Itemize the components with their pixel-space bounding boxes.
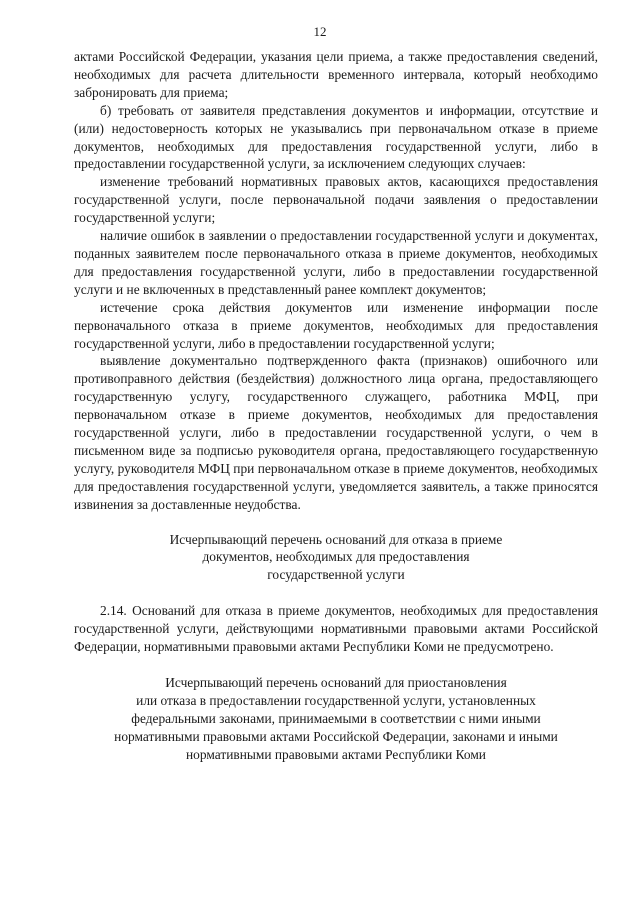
- paragraph-item-b: б) требовать от заявителя представления документов и информации, отсутствие и (или) недостоверность которых не указывались при первоначальном отказе в приеме документов, необходимых для предоставления государственной услуги, либо в предоставлении государственной услуги, за исключением следующих случаев:: [74, 102, 598, 172]
- paragraph-exception-4: выявление документально подтвержденного факта (признаков) ошибочного или противоправного действия (бездействия) должностного лица органа, предоставляющего государственную услугу, государственного служащего, работника МФЦ, при первоначальном отказе в приеме документов, необходимых для предоставления государственной услуги, либо в предоставлении государственной услуги, о чем в письменном виде за подписью руководителя органа, предоставляющего государственную услугу, руководителя МФЦ при первоначальном отказе в приеме документов, необходимых для предоставления государственной услуги, уведомляется заявитель, а также приносятся извинения за доставленные неудобства.: [74, 353, 598, 512]
- paragraph-2-14: 2.14. Оснований для отказа в приеме документов, необходимых для предоставления государственной услуги, действующими нормативными правовыми актами Российской Федерации, нормативными правовыми актами Республики Коми не предусмотрено.: [74, 603, 598, 655]
- paragraph-exception-1: изменение требований нормативных правовых актов, касающихся предоставления государственной услуги, после первоначальной подачи заявления о предоставлении государственной услуги;: [74, 174, 598, 226]
- section-heading-refusal: [74, 531, 598, 585]
- heading-line: или отказа в предоставлении государственной услуги, установленных: [136, 692, 536, 708]
- heading-line: нормативными правовыми актами Российской Федерации, законами и иными: [114, 728, 558, 744]
- paragraph-continuation: актами Российской Федерации, указания цели приема, а также предоставления сведений, необходимых для расчета длительности временного интервала, который необходимо забронировать для приема;: [74, 49, 598, 100]
- paragraph-exception-2: наличие ошибок в заявлении о предоставлении государственной услуги и документах, поданных заявителем после первоначального отказа в приеме документов, необходимых для предоставления государственной услуги, либо в предоставлении государственной услуги и не включенных в представленный ранее комплект документов;: [74, 228, 598, 297]
- section-heading-suspension: [74, 674, 598, 764]
- paragraph-exception-3: истечение срока действия документов или изменение информации после первоначального отказа в приеме документов, необходимых для предоставления государственной услуги, либо в предоставлении государственной услуги;: [74, 299, 598, 351]
- heading-line: государственной услуги: [267, 567, 405, 583]
- document-body: [74, 48, 598, 764]
- heading-line: федеральными законами, принимаемыми в соответствии с ними иными: [131, 710, 541, 726]
- heading-line: нормативными правовыми актами Республики Коми: [186, 746, 486, 762]
- heading-line: документов, необходимых для предоставления: [202, 549, 470, 565]
- heading-line: Исчерпывающий перечень оснований для приостановления: [165, 675, 507, 690]
- heading-line: Исчерпывающий перечень оснований для отказа в приеме: [169, 531, 503, 547]
- page-number: 12: [313, 24, 327, 39]
